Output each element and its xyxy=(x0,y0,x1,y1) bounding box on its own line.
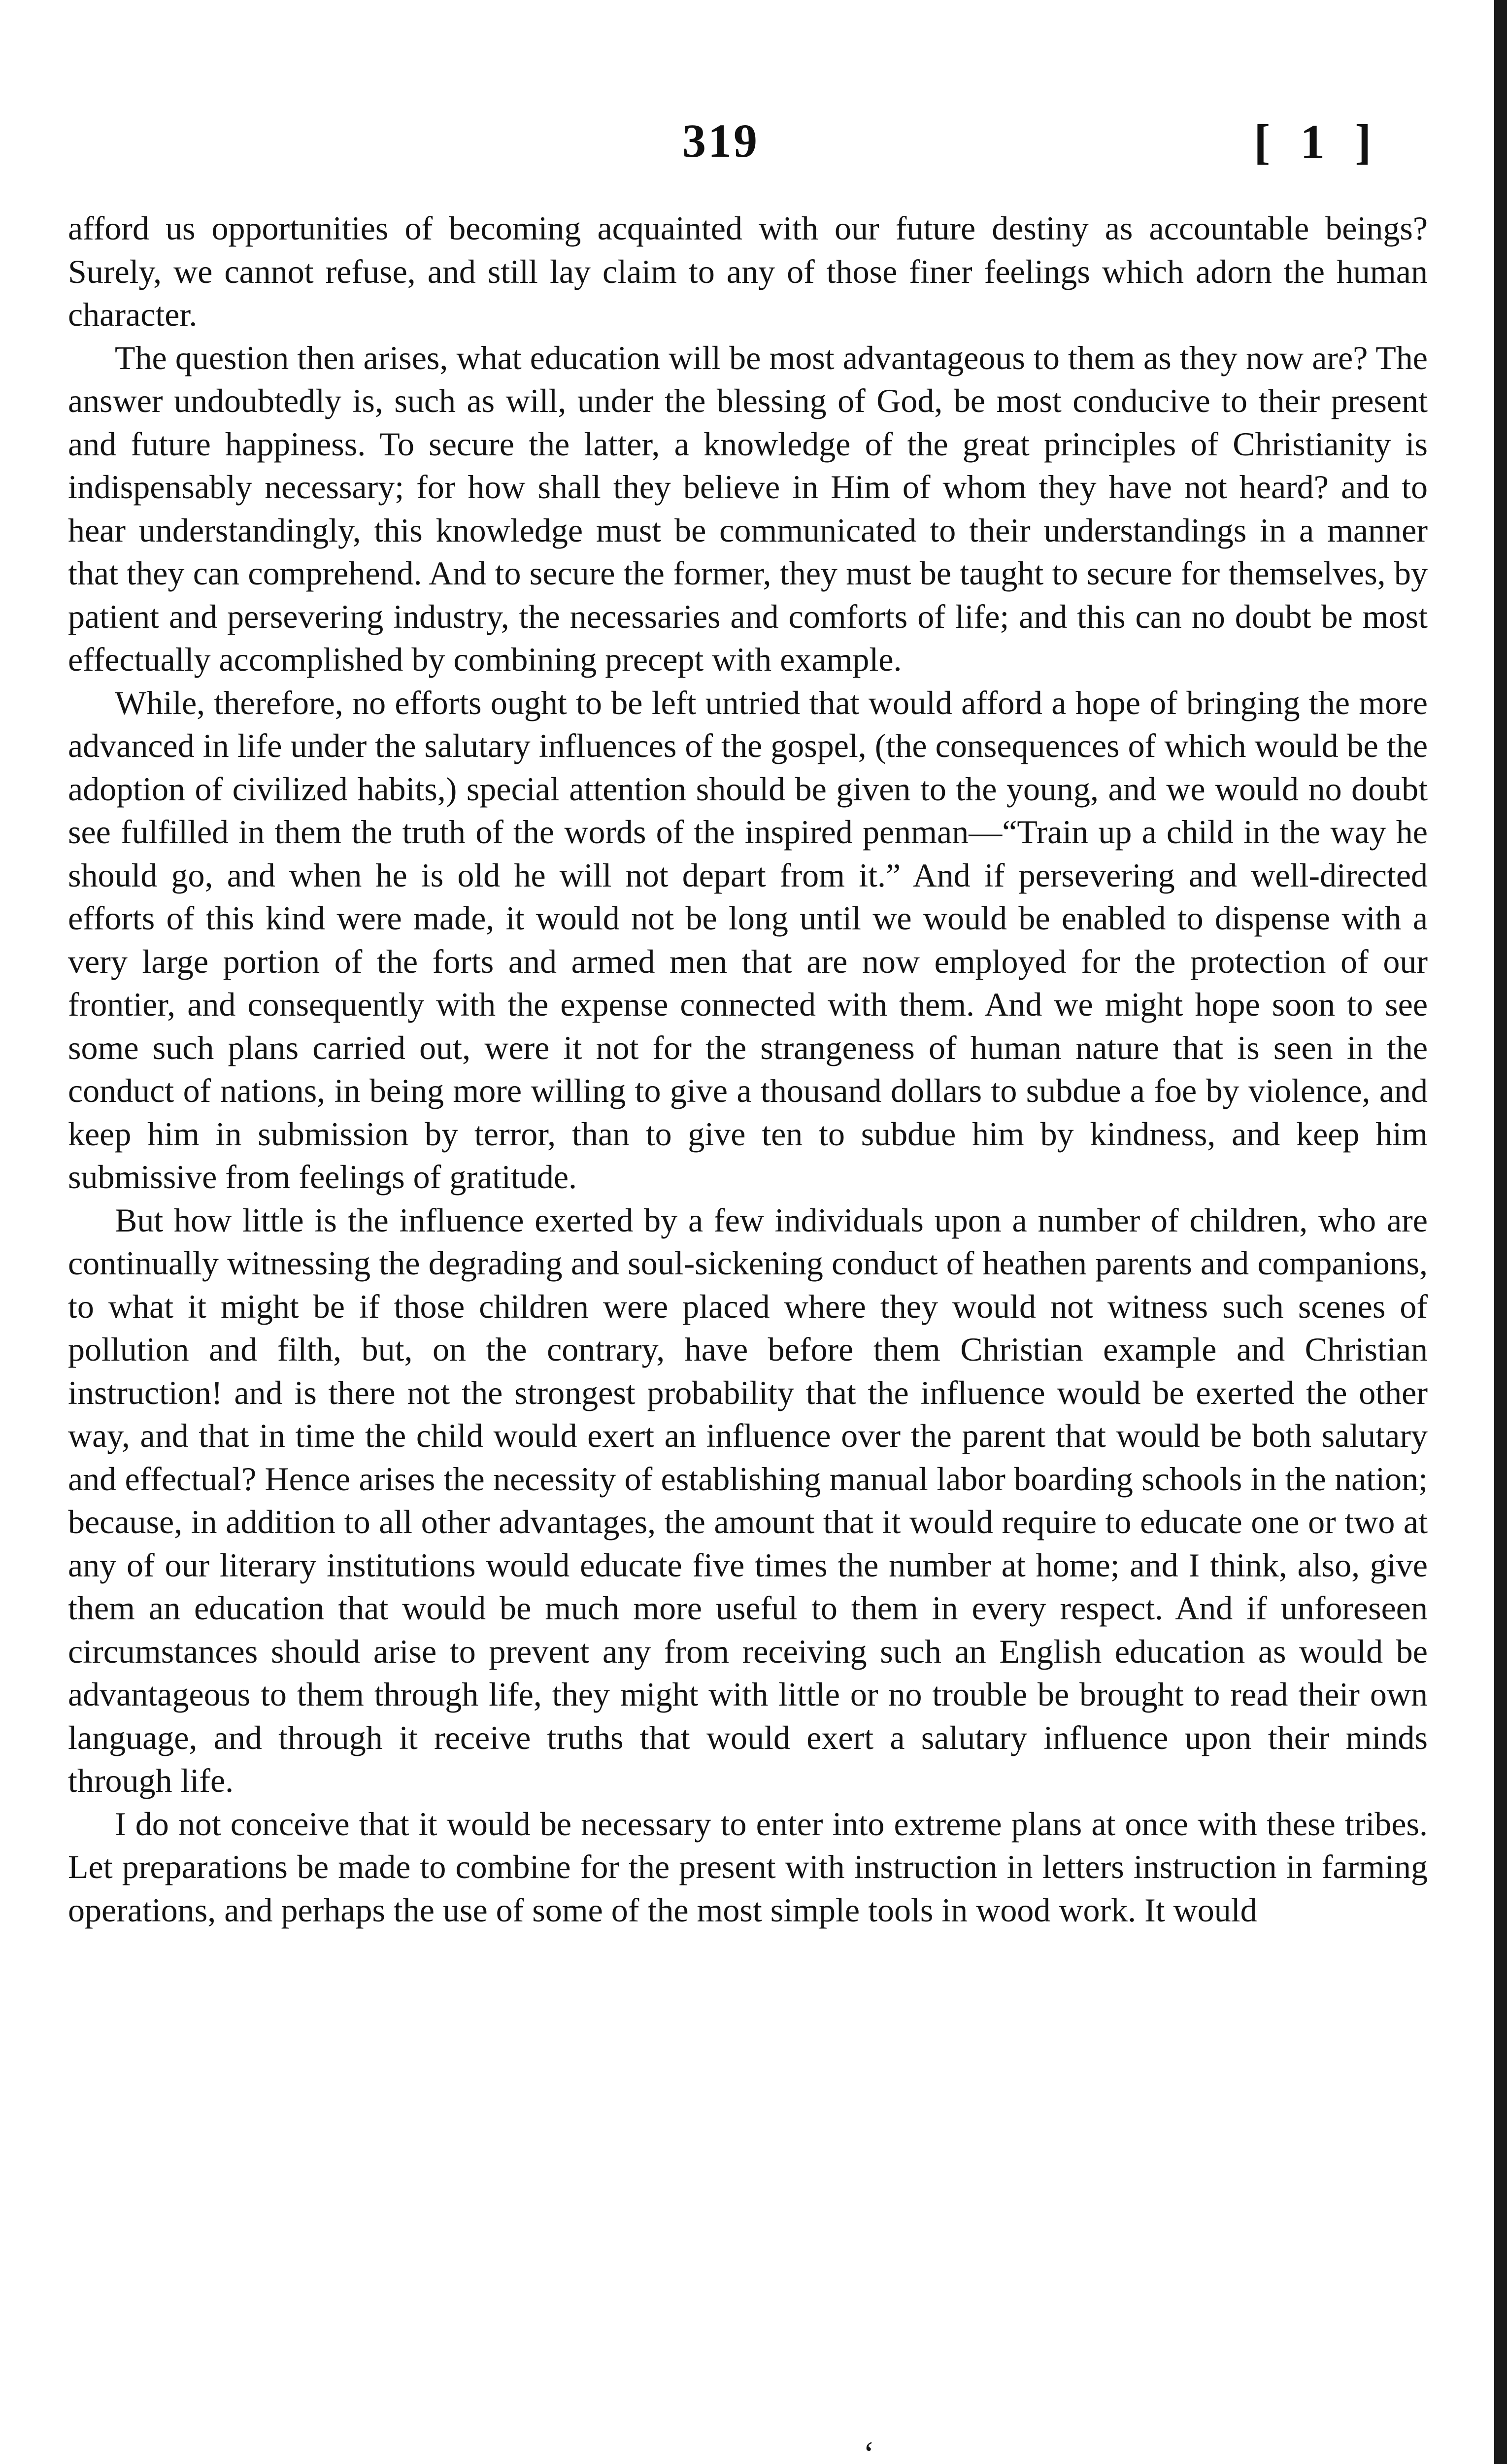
page-number: 319 xyxy=(682,114,759,167)
paragraph-continuation: afford us opportunities of becoming acquainted with our future destiny as accountable beings? Surely, we cannot refuse, and still lay claim to any of those finer feelings which adorn the human character. xyxy=(68,209,1428,333)
paragraph-influence: But how little is the influence exerted by a few individuals upon a number of children, who are continually witnessing the degrading and soul-sickening conduct of heathen parents and companions, to what it might be if those children were placed where they would not witness such scenes of pollution and filth, but, on the contrary, have before them Christian example and Christian instruction! and is there not the strongest probability that the influence would be exerted the other way, and that in time the child would exert an influence over the parent that would be both salutary and effectual? Hence arises the necessity of establishing manual labor boarding schools in the nation; because, in addition to all other advantages, the amount that it would require to educate one or two at any of our literary institutions would educate five times the number at home; and I think, also, give them an education that would be much more useful to them in every respect. And if unforeseen circumstances should arise to prevent any from receiving such an English education as would be advantageous to them through life, they might with little or no trouble be brought to read their own language, and through it receive truths that would exert a salutary influence upon their minds through life. xyxy=(68,1201,1428,1799)
signature-mark: [ 1 ] xyxy=(1254,114,1380,169)
paragraph-plans: I do not conceive that it would be necessary to enter into extreme plans at once with these tribes. Let preparations be made to combine for the present with instruction in letters instruction in farming operations, and perhaps the use of some of the most simple tools in wood work. It would xyxy=(68,1805,1428,1929)
body-text xyxy=(68,207,1428,1932)
footer-mark: ‘ xyxy=(863,2435,875,2464)
page-edge-shadow xyxy=(1494,0,1507,2464)
paragraph-efforts: While, therefore, no efforts ought to be left untried that would afford a hope of bringing the more advanced in life under the salutary influences of the gospel, (the consequences of which would be the adoption of civilized habits,) special attention should be given to the young, and we would no doubt see fulfilled in them the truth of the words of the inspired penman—“Train up a child in the way he should go, and when he is old he will not depart from it.” And if persevering and well-directed efforts of this kind were made, it would not be long until we would be enabled to dispense with a very large portion of the forts and armed men that are now employed for the protection of our frontier, and consequently with the expense connected with them. And we might hope soon to see some such plans carried out, were it not for the strangeness of human nature that is seen in the conduct of nations, in being more willing to give a thousand dollars to subdue a foe by violence, and keep him in submission by terror, than to give ten to subdue him by kindness, and keep him submissive from feelings of gratitude. xyxy=(68,684,1428,1196)
paragraph-education-question: The question then arises, what education will be most advantageous to them as they now are? The answer undoubtedly is, such as will, under the blessing of God, be most conducive to their present and future happiness. To secure the latter, a knowledge of the great principles of Christianity is indispensably necessary; for how shall they believe in Him of whom they have not heard? and to hear understandingly, this knowledge must be communicated to their understandings in a manner that they can comprehend. And to secure the former, they must be taught to secure for themselves, by patient and persevering industry, the necessaries and comforts of life; and this can no doubt be most effectually accomplished by combining precept with example. xyxy=(68,339,1428,678)
page-header xyxy=(0,113,1507,177)
